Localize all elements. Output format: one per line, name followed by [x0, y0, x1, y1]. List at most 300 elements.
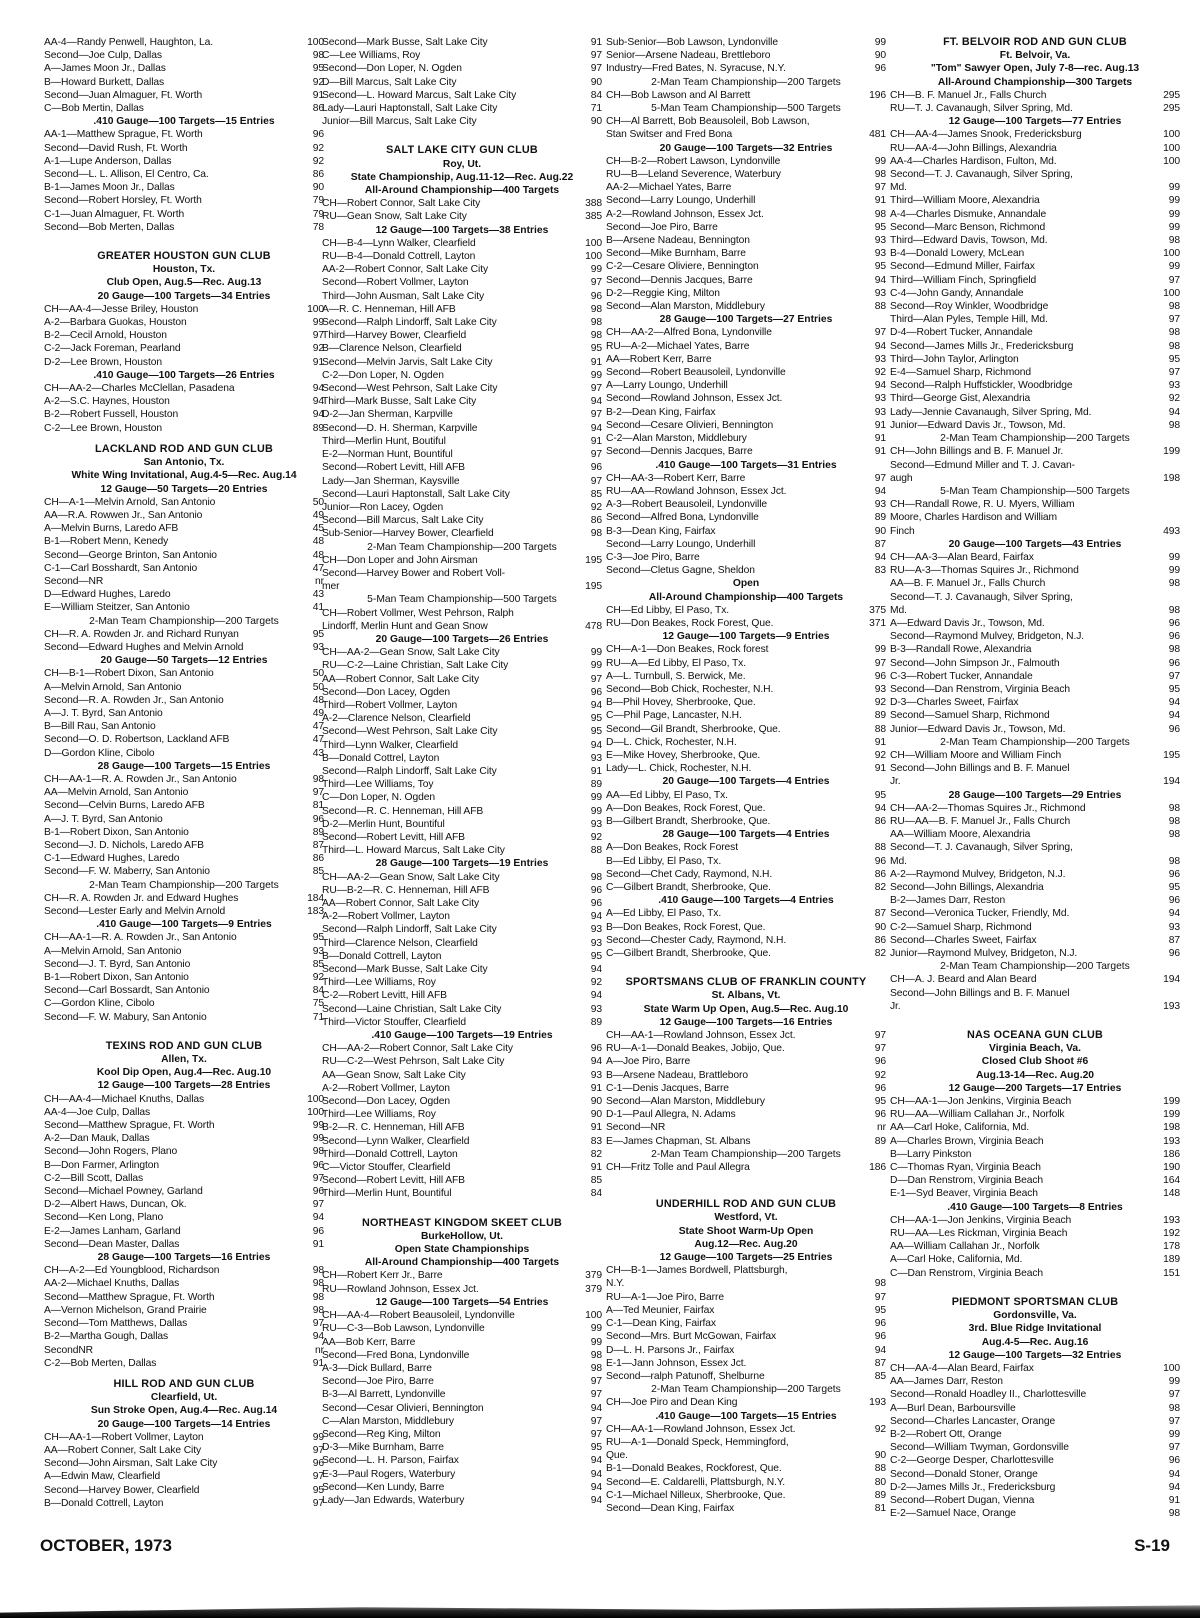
shooter-name: E-2—Samuel Nace, Orange: [890, 1508, 1016, 1520]
result-entry: [890, 841, 1180, 854]
result-entry: [890, 445, 1180, 458]
result-entry: [890, 828, 1180, 841]
shooter-name: B-2—Dean King, Fairfax: [606, 406, 716, 418]
shooter-name: Second—Mrs. Burt McGowan, Fairfax: [606, 1331, 777, 1343]
shooter-name: Second—Celvin Burns, Laredo AFB: [44, 800, 205, 812]
result-entry: [606, 247, 886, 260]
score: 99: [1168, 221, 1180, 233]
result-entry: [890, 181, 1180, 194]
score: 94: [590, 1056, 602, 1068]
result-entry: [322, 963, 602, 976]
result-entry: [44, 562, 324, 575]
shooter-name: A—J. T. Byrd, San Antonio: [44, 707, 163, 719]
shooter-name: C—Alan Marston, Middlebury: [322, 1415, 454, 1427]
score: 97: [874, 657, 886, 669]
event-heading: White Wing Invitational, Aug.4-5—Rec. Aug.14: [71, 470, 297, 482]
shooter-name: Second—O. D. Robertson, Lackland AFB: [44, 734, 230, 746]
shooter-name: A—Carl Hoke, California, Md.: [890, 1254, 1023, 1266]
shooter-name: A—Charles Brown, Virginia Beach: [890, 1135, 1044, 1147]
result-entry: [890, 1214, 1180, 1227]
score: 91: [1168, 1494, 1180, 1506]
shooter-name: Second—Cesare Olivieri, Bennington: [606, 419, 774, 431]
shooter-name: Lady—Jan Edwards, Waterbury: [322, 1494, 465, 1506]
shooter-name: RU—AA—Les Rickman, Virginia Beach: [890, 1228, 1068, 1240]
score: 88: [590, 845, 602, 857]
result-entry: [890, 868, 1180, 881]
event-heading: .410 Gauge—100 Targets—8 Entries: [947, 1201, 1123, 1213]
shooter-name: D-2—Jan Sherman, Karpville: [322, 409, 453, 421]
result-entry: [322, 1481, 602, 1494]
result-entry: [44, 1119, 324, 1132]
event-heading: Aug.13-14—Rec. Aug.20: [975, 1069, 1095, 1081]
result-entry: [890, 1161, 1180, 1174]
result-entry: [322, 303, 602, 316]
result-entry: [44, 1357, 324, 1370]
shooter-name: Second—Ralph Lindorff, Salt Lake City: [322, 924, 497, 936]
spacer: [890, 1013, 1180, 1021]
score: 92: [312, 142, 324, 154]
shooter-name: A—James Moon Jr., Dallas: [44, 63, 166, 75]
result-entry: [606, 1291, 886, 1304]
result-entry: [890, 723, 1180, 736]
score: 148: [1163, 1188, 1180, 1200]
score: 96: [874, 1056, 886, 1068]
score: 99: [312, 317, 324, 329]
shooter-name: Third—William Finch, Springfield: [890, 274, 1037, 286]
score: 183: [307, 906, 324, 917]
result-entry: [322, 49, 602, 62]
shooter-name: CH—AA-1—Rowland Johnson, Essex Jct.: [606, 1030, 796, 1042]
shooter-name: Second—T. J. Cavanaugh, Silver Spring,: [890, 842, 1073, 854]
shooter-name: A-2—Clarence Nelson, Clearfield: [322, 713, 471, 725]
score: 94: [1168, 697, 1180, 709]
shooter-name: N.Y.: [606, 1278, 625, 1290]
shooter-name: AA-2—Michael Knuths, Dallas: [44, 1278, 180, 1290]
score: 93: [1168, 380, 1180, 392]
event-heading: 2-Man Team Championship—200 Targets: [651, 1384, 841, 1396]
result-entry: [890, 551, 1180, 564]
result-entry: [606, 340, 886, 353]
score: 97: [874, 327, 886, 339]
shooter-name: A-2—Raymond Mulvey, Bridgeton, N.J.: [890, 868, 1066, 880]
result-entry: [44, 329, 324, 342]
shooter-name: CH—AA-4—James Snook, Fredericksburg: [890, 129, 1082, 141]
result-entry: [890, 1507, 1180, 1520]
result-entry: [322, 1349, 602, 1362]
score: 45: [312, 523, 324, 535]
result-entry: [890, 274, 1180, 287]
event-heading: 20 Gauge—100 Targets—43 Entries: [948, 538, 1122, 550]
score: 199: [1163, 1109, 1180, 1121]
shooter-name: AA—Carl Hoke, California, Md.: [890, 1122, 1030, 1134]
score: 96: [312, 1458, 324, 1470]
shooter-name: C-1—Juan Almaguer, Ft. Worth: [44, 208, 185, 220]
score: 91: [590, 1162, 602, 1174]
result-entry: [44, 1277, 324, 1290]
shooter-name: Second—John Airsman, Salt Lake City: [44, 1458, 218, 1470]
score: 94: [874, 340, 886, 352]
score: 93: [874, 353, 886, 365]
result-entry: [44, 316, 324, 329]
event-heading: St. Albans, Vt.: [711, 990, 781, 1002]
score: 96: [874, 1109, 886, 1121]
result-entry: [44, 422, 324, 435]
result-entry: [44, 588, 324, 601]
event-heading: 20 Gauge—100 Targets—32 Entries: [659, 142, 833, 154]
score: 164: [1163, 1175, 1180, 1187]
result-entry: [890, 102, 1180, 115]
result-entry: [606, 907, 886, 920]
spacer: [890, 1280, 1180, 1288]
result-entry: [322, 831, 602, 844]
result-entry: [322, 778, 602, 791]
result-entry: [44, 865, 324, 878]
shooter-name: RU—Don Beakes, Rock Forest, Que.: [606, 617, 774, 629]
score: 379: [585, 1270, 602, 1282]
result-entry: [44, 496, 324, 509]
score: 96: [1168, 895, 1180, 907]
result-entry: [890, 511, 1180, 524]
score: 195: [1163, 749, 1180, 761]
score: 98: [312, 1146, 324, 1158]
result-entry: [44, 931, 324, 944]
shooter-name: CH—Bob Lawson and Al Barrett: [606, 89, 751, 101]
result-entry: [606, 683, 886, 696]
shooter-name: Third—Lee Williams, Toy: [322, 779, 434, 791]
score: 96: [1168, 631, 1180, 643]
shooter-name: A—J. T. Byrd, San Antonio: [44, 813, 163, 825]
result-entry: [322, 36, 602, 49]
result-entry: [606, 1161, 886, 1174]
score: 83: [590, 1135, 602, 1147]
result-entry: [44, 1106, 324, 1119]
shooter-name: C—Gilbert Brandt, Sherbrooke, Que.: [606, 882, 771, 893]
event-heading: 12 Gauge—50 Targets—20 Entries: [100, 483, 268, 495]
shooter-name: Third—Donald Cottrell, Layton: [322, 1148, 458, 1160]
score: 94: [590, 1455, 602, 1467]
score: 371: [869, 617, 886, 629]
score: 198: [1163, 1122, 1180, 1134]
result-entry: [890, 1494, 1180, 1507]
result-entry: [606, 841, 886, 854]
score: 99: [590, 647, 602, 659]
result-entry: [606, 1436, 886, 1449]
shooter-name: B-3—Randall Rowe, Alexandria: [890, 644, 1032, 656]
score: 99: [590, 1336, 602, 1348]
score: 192: [1163, 1228, 1180, 1240]
score: 92: [874, 749, 886, 761]
result-entry: [322, 699, 602, 712]
shooter-name: Second—E. Caldarelli, Plattsburgh, N.Y.: [606, 1476, 786, 1488]
score: 91: [590, 1082, 602, 1094]
score: 93: [874, 393, 886, 405]
shooter-name: CH—William Moore and William Finch: [890, 749, 1062, 761]
result-entry: [44, 382, 324, 395]
result-entry: [322, 1362, 602, 1375]
score: 96: [312, 129, 324, 141]
shooter-name: B—Donald Cottrell, Layton: [44, 1497, 164, 1509]
shooter-name: Second—George Brinton, San Antonio: [44, 549, 217, 561]
result-entry: [322, 1161, 602, 1174]
result-entry: [890, 1240, 1180, 1253]
score: 193: [1163, 1135, 1180, 1147]
shooter-name: Junior—Bill Marcus, Salt Lake City: [322, 116, 477, 128]
event-heading: State Championship, Aug.11-12—Rec. Aug.22: [350, 171, 574, 183]
shooter-name: Second—Don Lacey, Ogden: [322, 1096, 451, 1108]
result-entry: [44, 1291, 324, 1304]
score: 186: [1163, 1148, 1180, 1160]
event-heading: 5-Man Team Championship—500 Targets: [940, 485, 1130, 497]
result-entry: [322, 686, 602, 699]
score: 90: [312, 182, 324, 194]
result-entry: [606, 260, 886, 273]
event-heading: 2-Man Team Championship—200 Targets: [651, 1148, 841, 1160]
spacer: [606, 960, 886, 968]
shooter-name: Second—Robert Horsley, Ft. Worth: [44, 195, 202, 207]
event-heading: 28 Gauge—100 Targets—15 Entries: [97, 760, 271, 772]
score: 86: [312, 103, 324, 115]
shooter-name: D—L. Chick, Rochester, N.H.: [606, 736, 737, 748]
shooter-name: Sub-Senior—Bob Lawson, Lyndonville: [606, 37, 778, 48]
result-entry: [890, 1000, 1180, 1013]
score: nr: [315, 1344, 324, 1356]
result-entry: [890, 1481, 1180, 1494]
result-entry: [606, 696, 886, 709]
shooter-name: CH—AA-1—Jon Jenkins, Virginia Beach: [890, 1214, 1072, 1226]
result-entry: [606, 1135, 886, 1148]
event-heading: All-Around Championship—300 Targets: [937, 76, 1133, 88]
club-heading: FT. BELVOIR ROD AND GUN CLUB: [943, 36, 1127, 48]
score: 98: [1168, 644, 1180, 656]
shooter-name: Second—Fred Bona, Lyndonville: [322, 1349, 470, 1361]
score: 99: [590, 805, 602, 817]
result-entry: [322, 950, 602, 963]
result-entry: [322, 607, 602, 620]
score: 95: [1168, 683, 1180, 695]
score: 93: [874, 499, 886, 511]
shooter-name: Third—John Ausman, Salt Lake City: [322, 290, 485, 302]
result-entry: [322, 76, 602, 89]
shooter-name: C-2—Cesare Oliviere, Bennington: [606, 261, 759, 273]
score: 94: [1168, 406, 1180, 418]
score: 95: [1168, 353, 1180, 365]
event-heading: 20 Gauge—100 Targets—26 Entries: [375, 633, 549, 645]
score: 193: [1163, 1214, 1180, 1226]
result-entry: [606, 36, 886, 49]
event-heading: "Tom" Sawyer Open, July 7-8—rec. Aug.13: [930, 63, 1140, 75]
result-entry: [322, 1428, 602, 1441]
result-entry: [322, 435, 602, 448]
result-entry: [890, 208, 1180, 221]
score: 151: [1163, 1267, 1180, 1279]
result-entry: [322, 1269, 602, 1282]
shooter-name: Second—Chester Cady, Raymond, N.H.: [606, 934, 787, 946]
score: 86: [312, 169, 324, 181]
shooter-name: Second—NR: [606, 1122, 666, 1134]
result-entry: [322, 488, 602, 501]
score: 93: [874, 235, 886, 247]
shooter-name: AA—Gean Snow, Salt Lake City: [322, 1069, 466, 1081]
score: 92: [874, 1423, 886, 1435]
shooter-name: Third—Lynn Walker, Clearfield: [322, 739, 458, 751]
result-entry: [606, 406, 886, 419]
shooter-name: Second—L. H. Parson, Fairfax: [322, 1455, 459, 1467]
result-entry: [44, 62, 324, 75]
shooter-name: Md.: [890, 182, 907, 194]
score: 97: [1168, 314, 1180, 326]
result-entry: [44, 1304, 324, 1317]
shooter-name: Junior—Ron Lacey, Ogden: [322, 501, 444, 513]
result-entry: [890, 881, 1180, 894]
shooter-name: CH—AA-3—Robert Kerr, Barre: [606, 472, 746, 484]
event-heading: 12 Gauge—100 Targets—25 Entries: [659, 1252, 833, 1264]
score: 94: [590, 911, 602, 923]
result-entry: [890, 419, 1180, 432]
shooter-name: A—R. C. Henneman, Hill AFB: [322, 303, 456, 315]
result-entry: [322, 514, 602, 527]
shooter-name: CH—Robert Kerr Jr., Barre: [322, 1270, 443, 1282]
score: 96: [312, 813, 324, 825]
score: 96: [874, 1318, 886, 1330]
shooter-name: RU—C-3—Bob Lawson, Lyndonville: [322, 1323, 485, 1335]
shooter-name: C—Gilbert Brandt, Sherbrooke, Que.: [606, 948, 771, 960]
result-entry: [606, 208, 886, 221]
club-heading: PIEDMONT SPORTSMAN CLUB: [951, 1295, 1119, 1308]
shooter-name: Second—Edmund Miller and T. J. Cavan-: [890, 459, 1075, 471]
shooter-name: AA—James Darr, Reston: [890, 1376, 1003, 1388]
shooter-name: CH—AA-4—Jesse Briley, Houston: [44, 303, 199, 315]
event-heading: 28 Gauge—100 Targets—19 Entries: [375, 858, 549, 870]
score: 79: [312, 208, 324, 220]
shooter-name: Lady—L. Chick, Rochester, N.H.: [606, 763, 752, 775]
result-entry: [890, 564, 1180, 577]
result-entry: [890, 1121, 1180, 1134]
results-column-4: [890, 36, 1180, 1520]
shooter-name: E-3—Paul Rogers, Waterbury: [322, 1468, 456, 1480]
score: 199: [1163, 446, 1180, 458]
score: 97: [312, 330, 324, 342]
shooter-name: CH—John Billings and B. F. Manuel Jr.: [890, 446, 1064, 458]
score: 96: [312, 1159, 324, 1171]
event-heading: 28 Gauge—100 Targets—29 Entries: [948, 789, 1122, 801]
score: 98: [312, 50, 324, 62]
shooter-name: C-1—Carl Bosshardt, San Antonio: [44, 562, 198, 574]
shooter-name: Junior—Raymond Mulvey, Bridgeton, N.J.: [890, 948, 1078, 960]
result-entry: [606, 604, 886, 617]
shooter-name: mer: [322, 581, 340, 593]
score: 95: [312, 63, 324, 75]
result-entry: [606, 538, 886, 551]
shooter-name: C-1—Michael Nilleux, Sherbrooke, Que.: [606, 1489, 786, 1501]
score: 97: [590, 1428, 602, 1440]
shooter-name: Third—William Moore, Alexandria: [890, 195, 1040, 207]
result-entry: [322, 976, 602, 989]
result-entry: [606, 749, 886, 762]
shooter-name: D-3—Mike Burnham, Barre: [322, 1442, 444, 1454]
score: 89: [874, 512, 886, 524]
shooter-name: CH—AA-4—Robert Beausoleil, Lyndonville: [322, 1310, 515, 1322]
shooter-name: A—L. Turnbull, S. Berwick, Me.: [606, 670, 746, 682]
event-heading: Houston, Tx.: [152, 264, 216, 276]
score: 98: [874, 208, 886, 220]
result-entry: [44, 958, 324, 971]
result-entry: [44, 1145, 324, 1158]
event-heading: 20 Gauge—50 Targets—12 Entries: [100, 655, 268, 667]
event-heading: 12 Gauge—100 Targets—16 Entries: [659, 1016, 833, 1028]
score: 98: [590, 1362, 602, 1374]
score: 98: [1168, 829, 1180, 841]
shooter-name: Second—John Simpson Jr., Falmouth: [890, 657, 1060, 669]
shooter-name: E-2—Norman Hunt, Bountiful: [322, 449, 453, 461]
score: 98: [1168, 1508, 1180, 1520]
score: 91: [590, 37, 602, 48]
shooter-name: B-2—R. C. Henneman, Hill AFB: [322, 1122, 465, 1134]
score: 98: [1168, 1402, 1180, 1414]
score: 94: [590, 1468, 602, 1480]
score: nr: [315, 575, 324, 587]
result-entry: [44, 181, 324, 194]
score: 194: [1163, 776, 1180, 788]
score: 93: [590, 924, 602, 936]
score: 90: [590, 116, 602, 128]
shooter-name: B—Don Beakes, Rock Forest, Que.: [606, 921, 766, 933]
shooter-name: Second—John Billings and B. F. Manuel: [890, 763, 1070, 775]
result-entry: [606, 921, 886, 934]
event-heading: 2-Man Team Championship—200 Targets: [940, 961, 1130, 973]
score: 48: [312, 536, 324, 548]
result-entry: [44, 1457, 324, 1470]
result-entry: [606, 1330, 886, 1343]
result-entry: [44, 628, 324, 641]
result-entry: [606, 49, 886, 62]
spacer: [606, 1174, 886, 1182]
result-entry: [44, 1132, 324, 1145]
score: 100: [585, 237, 602, 249]
shooter-name: Third—Victor Stouffer, Clearfield: [322, 1016, 466, 1028]
score: 89: [312, 826, 324, 838]
shooter-name: AA—William Callahan Jr., Norfolk: [890, 1241, 1040, 1253]
shooter-name: CH—AA-2—Thomas Squires Jr., Richmond: [890, 802, 1086, 814]
result-entry: [44, 1225, 324, 1238]
score: 388: [585, 198, 602, 210]
result-entry: [890, 762, 1180, 775]
score: 94: [312, 383, 324, 395]
result-entry: [606, 128, 886, 141]
score: 95: [874, 1096, 886, 1108]
score: 91: [874, 736, 886, 748]
result-entry: [606, 379, 886, 392]
score: 94: [590, 699, 602, 711]
shooter-name: AA-1—Matthew Sprague, Ft. Worth: [44, 129, 203, 141]
result-entry: [606, 762, 886, 775]
result-entry: [890, 894, 1180, 907]
result-entry: [44, 356, 324, 369]
result-entry: [890, 683, 1180, 696]
shooter-name: CH—Fritz Tolle and Paul Allegra: [606, 1162, 750, 1174]
result-entry: [322, 554, 602, 567]
result-entry: [44, 36, 324, 49]
score: 87: [874, 538, 886, 550]
shooter-name: CH—AA-2—Gean Snow, Salt Lake City: [322, 871, 500, 883]
result-entry: [606, 617, 886, 630]
score: 96: [1168, 1455, 1180, 1467]
result-entry: [322, 197, 602, 210]
score: 178: [1163, 1241, 1180, 1253]
result-entry: [322, 1055, 602, 1068]
shooter-name: Second—Joe Piro, Barre: [606, 221, 718, 233]
result-entry: [606, 1489, 886, 1502]
score: 84: [312, 985, 324, 997]
